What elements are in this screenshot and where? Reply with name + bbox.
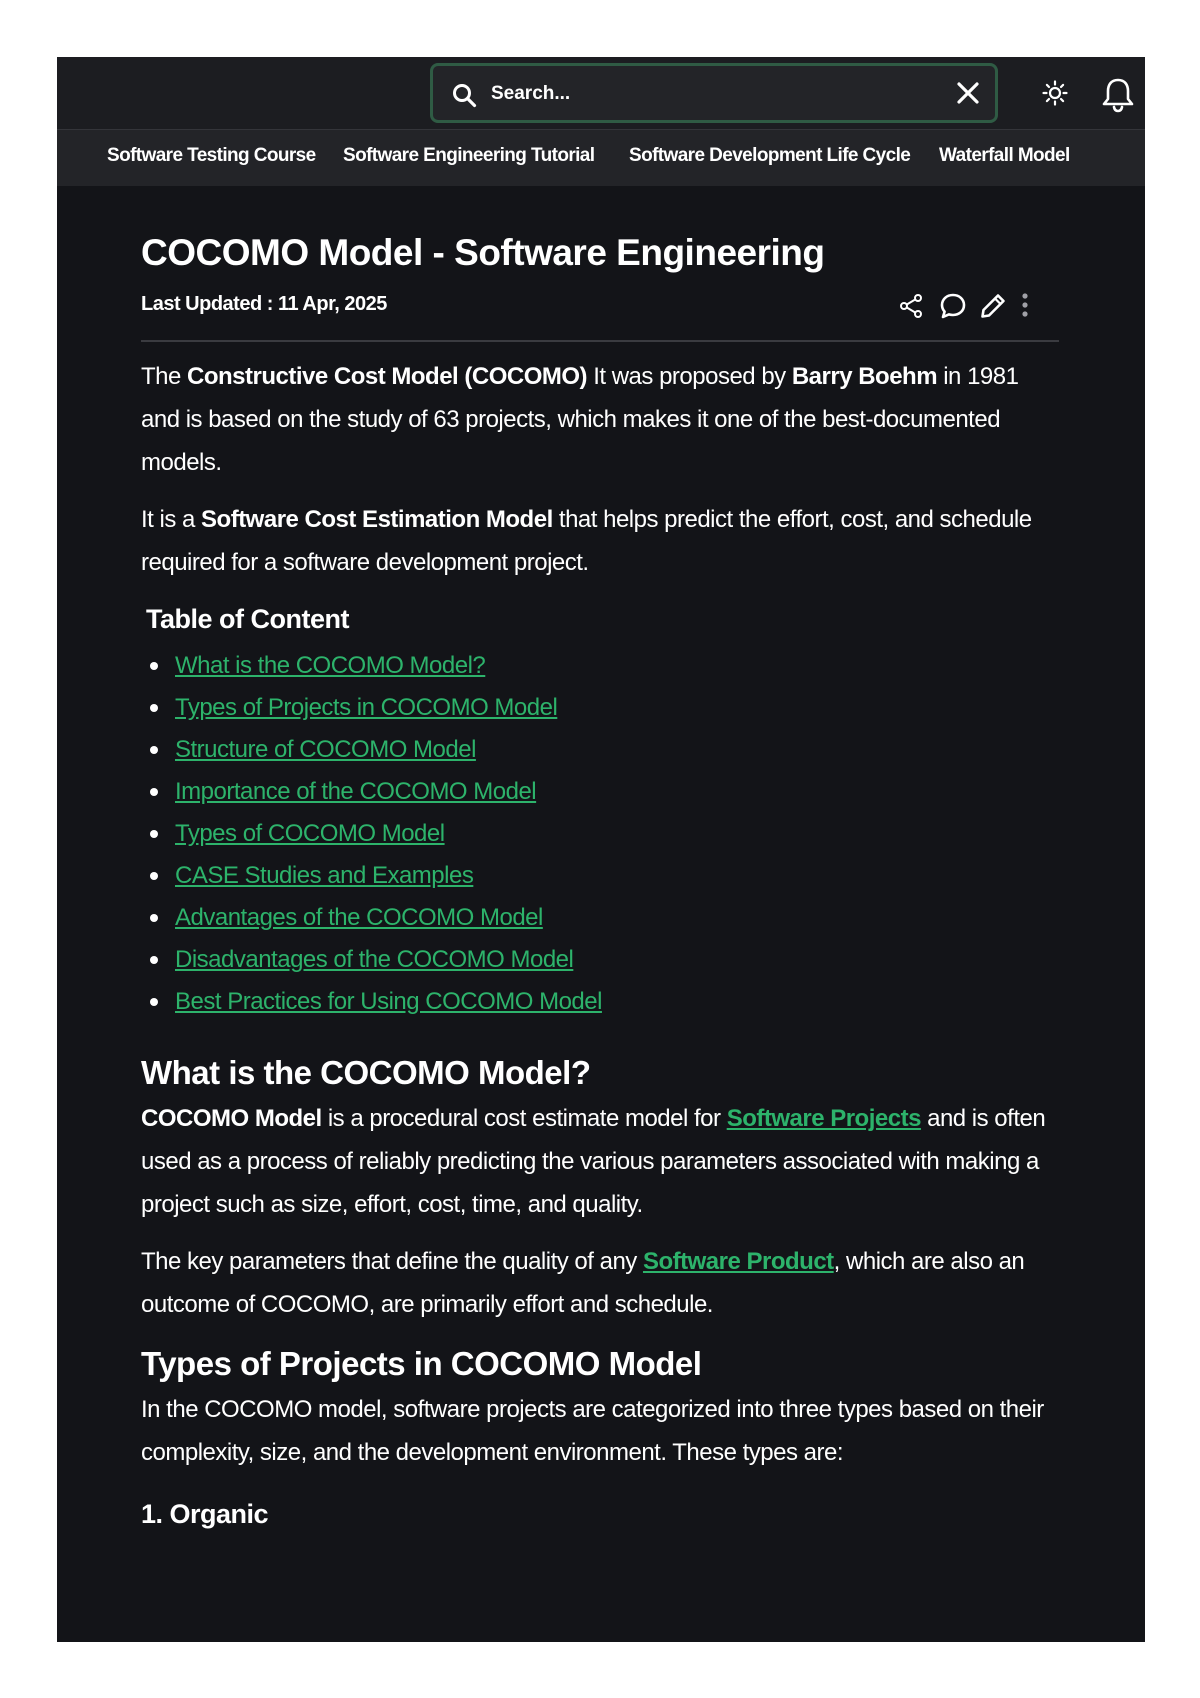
table-of-contents bbox=[141, 645, 1061, 1023]
close-icon[interactable] bbox=[955, 80, 981, 106]
link-software-product[interactable]: Software Product bbox=[642, 1248, 834, 1275]
toc-item bbox=[141, 813, 1061, 855]
top-bar bbox=[57, 57, 1145, 129]
intro-paragraph-2: It is a Software Cost Estimation Model that helps predict the effort, cost, and schedule required for a software development project. bbox=[141, 506, 1032, 576]
toc-link-structure[interactable]: Structure of COCOMO Model bbox=[175, 736, 476, 763]
toc-link-types-of-cocomo[interactable]: Types of COCOMO Model bbox=[175, 820, 445, 847]
toc-item bbox=[141, 939, 1061, 981]
section-heading-types-of-projects: Types of Projects in COCOMO Model bbox=[141, 1345, 702, 1382]
edit-icon[interactable] bbox=[979, 292, 1007, 320]
title-divider bbox=[141, 340, 1059, 342]
toc-link-best-practices[interactable]: Best Practices for Using COCOMO Model bbox=[175, 988, 602, 1015]
toc-link-importance[interactable]: Importance of the COCOMO Model bbox=[175, 778, 537, 805]
nav-item-software-development-life-cycle[interactable]: Software Development Life Cycle bbox=[629, 145, 911, 166]
search-icon[interactable] bbox=[451, 82, 477, 108]
link-software-projects[interactable]: Software Projects bbox=[726, 1105, 921, 1132]
toc-item bbox=[141, 771, 1061, 813]
toc-link-disadvantages[interactable]: Disadvantages of the COCOMO Model bbox=[175, 946, 574, 973]
page-frame bbox=[57, 57, 1145, 1642]
last-updated: Last Updated : 11 Apr, 2025 bbox=[141, 293, 387, 315]
toc-item bbox=[141, 855, 1061, 897]
search-input[interactable] bbox=[489, 78, 933, 110]
share-icon[interactable] bbox=[897, 292, 925, 320]
nav-item-software-testing-course[interactable]: Software Testing Course bbox=[107, 145, 316, 166]
toc-item bbox=[141, 645, 1061, 687]
search-box[interactable] bbox=[430, 63, 998, 123]
toc-link-advantages[interactable]: Advantages of the COCOMO Model bbox=[175, 904, 543, 931]
category-nav bbox=[57, 129, 1145, 186]
section-heading-what-is-cocomo: What is the COCOMO Model? bbox=[141, 1054, 591, 1091]
nav-item-software-engineering-tutorial[interactable]: Software Engineering Tutorial bbox=[343, 145, 595, 166]
toc-item bbox=[141, 897, 1061, 939]
intro-paragraph-1: The Constructive Cost Model (COCOMO) It was proposed by Barry Boehm in 1981 and is based on the study of 63 projects, which makes it one of the best-documented models. bbox=[141, 363, 1019, 476]
bell-icon[interactable] bbox=[1101, 77, 1135, 113]
toc-link-what-is-cocomo[interactable]: What is the COCOMO Model? bbox=[175, 652, 486, 679]
nav-item-waterfall-model[interactable]: Waterfall Model bbox=[939, 145, 1070, 166]
toc-item bbox=[141, 687, 1061, 729]
page-title: COCOMO Model - Software Engineering bbox=[141, 232, 825, 273]
article-body bbox=[141, 355, 1061, 1534]
more-icon[interactable] bbox=[1011, 292, 1039, 320]
section1-paragraph-1: COCOMO Model is a procedural cost estimate model for Software Projects and is often used as a process of reliably predicting the various parameters associated with making a project such as size, effort, cost, time, and quality. bbox=[141, 1105, 1046, 1218]
toc-link-types-of-projects[interactable]: Types of Projects in COCOMO Model bbox=[175, 694, 558, 721]
sun-icon[interactable] bbox=[1042, 80, 1068, 106]
subheading-organic: 1. Organic bbox=[141, 1499, 269, 1529]
toc-title: Table of Content bbox=[146, 604, 349, 634]
section2-paragraph-1: In the COCOMO model, software projects are categorized into three types based on their complexity, size, and the development environment. These types are: bbox=[141, 1396, 1044, 1466]
toc-item bbox=[141, 981, 1061, 1023]
section1-paragraph-2: The key parameters that define the quality of any Software Product, which are also an outcome of COCOMO, are primarily effort and schedule. bbox=[141, 1248, 1025, 1318]
toc-item bbox=[141, 729, 1061, 771]
comment-icon[interactable] bbox=[939, 292, 967, 320]
toc-link-case-studies[interactable]: CASE Studies and Examples bbox=[175, 862, 474, 889]
